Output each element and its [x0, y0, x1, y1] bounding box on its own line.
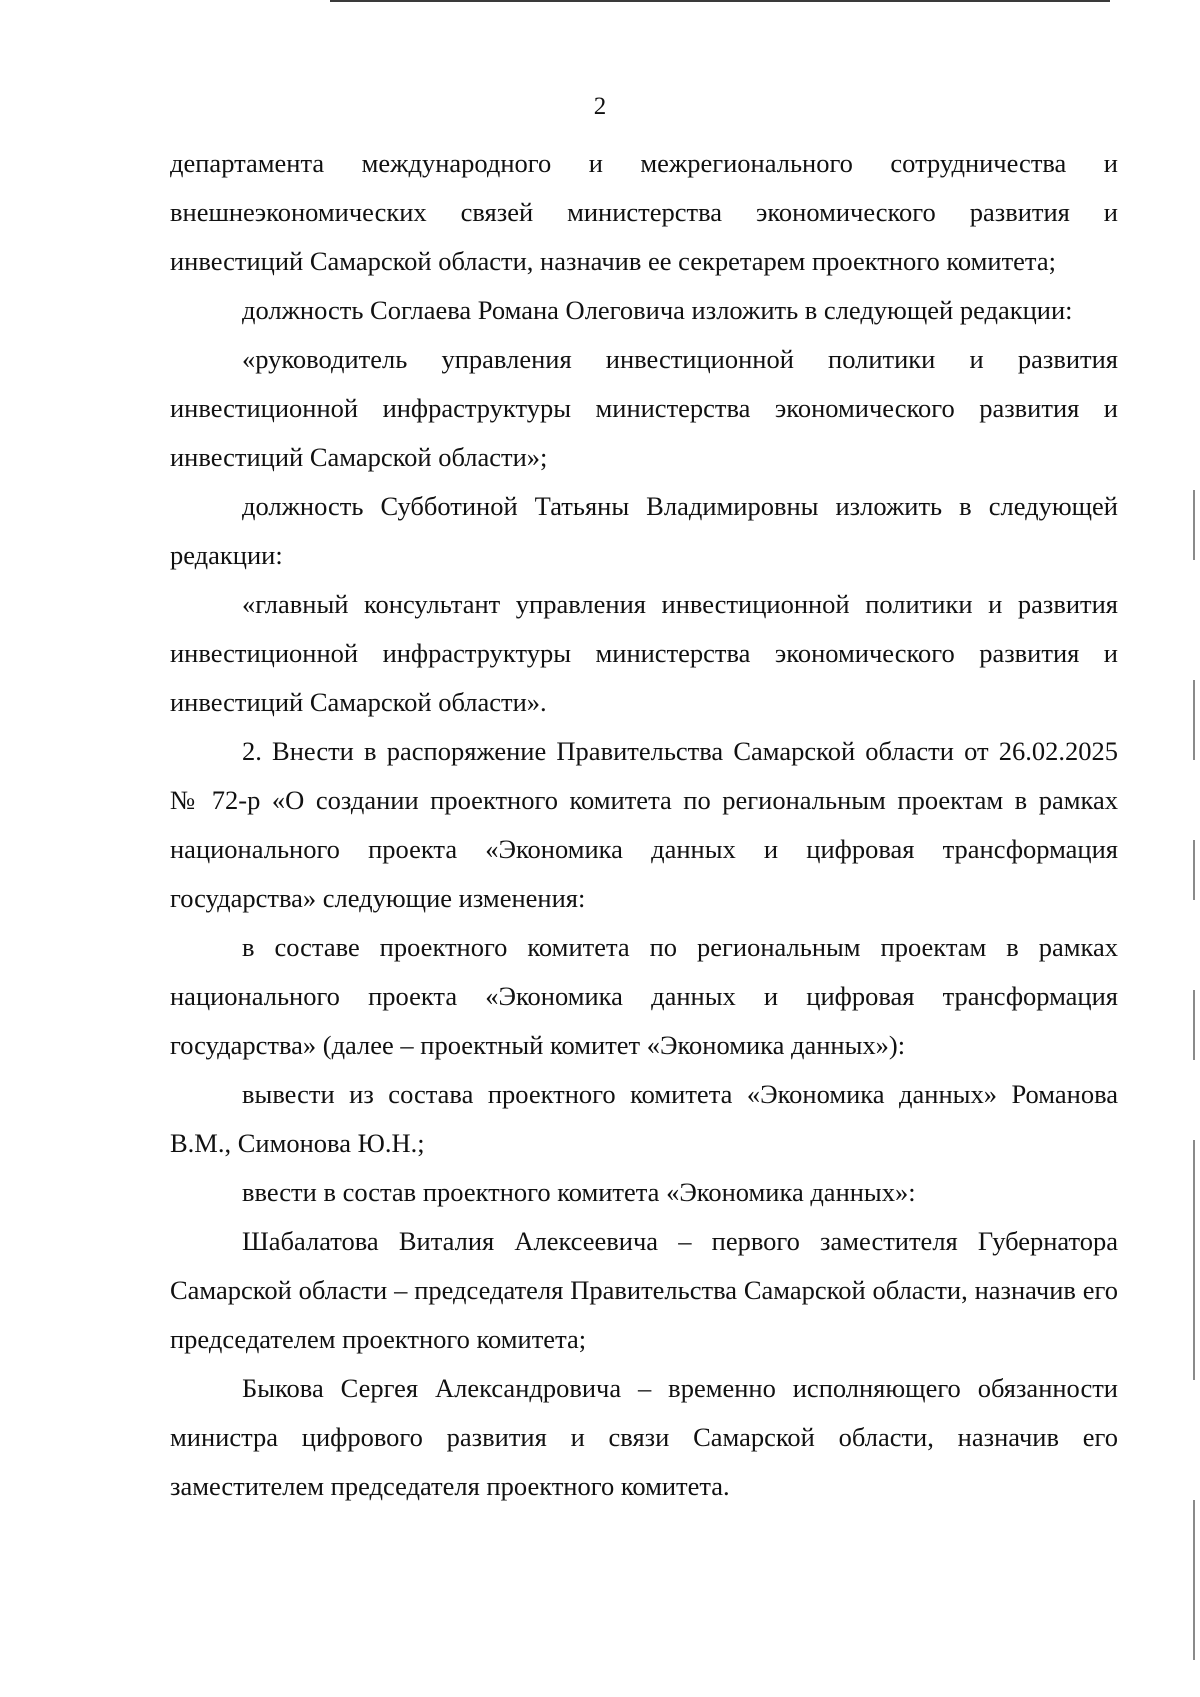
paragraph: «главный консультант управления инвестиционной политики и развития инвестиционной инфраструктуры министерства экономического развития и инвестиций Самарской области». — [170, 589, 1118, 717]
scan-edge-marks — [1188, 0, 1200, 1697]
top-edge-rule — [330, 0, 1110, 2]
scan-edge-mark — [1193, 990, 1195, 1060]
paragraph: в составе проектного комитета по региональным проектам в рамках национального проекта «Экономика данных и цифровая трансформация государства» (далее – проектный комитет «Экономика данных»): — [170, 932, 1118, 1060]
document-body — [170, 139, 1118, 1511]
scan-edge-mark — [1193, 680, 1195, 760]
scan-edge-mark — [1193, 840, 1195, 900]
paragraph: 2. Внести в распоряжение Правительства Самарской области от 26.02.2025 № 72-р «О создании проектного комитета по региональным проектам в рамках национального проекта «Экономика данных и цифровая трансформация государства» следующие изменения: — [170, 736, 1118, 913]
paragraph: вывести из состава проектного комитета «Экономика данных» Романова В.М., Симонова Ю.Н.; — [170, 1079, 1118, 1158]
paragraph: ввести в состав проектного комитета «Экономика данных»: — [242, 1177, 916, 1207]
page-number: 2 — [593, 93, 607, 120]
paragraph: должность Субботиной Татьяны Владимировны изложить в следующей редакции: — [170, 491, 1118, 570]
scan-edge-mark — [1193, 490, 1195, 560]
paragraph: департамента международного и межрегионального сотрудничества и внешнеэкономических связей министерства экономического развития и инвестиций Самарской области, назначив ее секретарем проектного комитета; — [170, 148, 1118, 276]
paragraph: «руководитель управления инвестиционной политики и развития инвестиционной инфраструктуры министерства экономического развития и инвестиций Самарской области»; — [170, 344, 1118, 472]
scan-edge-mark — [1193, 1500, 1195, 1660]
scan-edge-mark — [1193, 1140, 1195, 1380]
paragraph: Шабалатова Виталия Алексеевича – первого заместителя Губернатора Самарской области – председателя Правительства Самарской области, назначив его председателем проектного комитета; — [170, 1226, 1118, 1354]
paragraph: должность Соглаева Романа Олеговича изложить в следующей редакции: — [242, 295, 1073, 325]
paragraph: Быкова Сергея Александровича – временно исполняющего обязанности министра цифрового развития и связи Самарской области, назначив его заместителем председателя проектного комитета. — [170, 1373, 1118, 1501]
